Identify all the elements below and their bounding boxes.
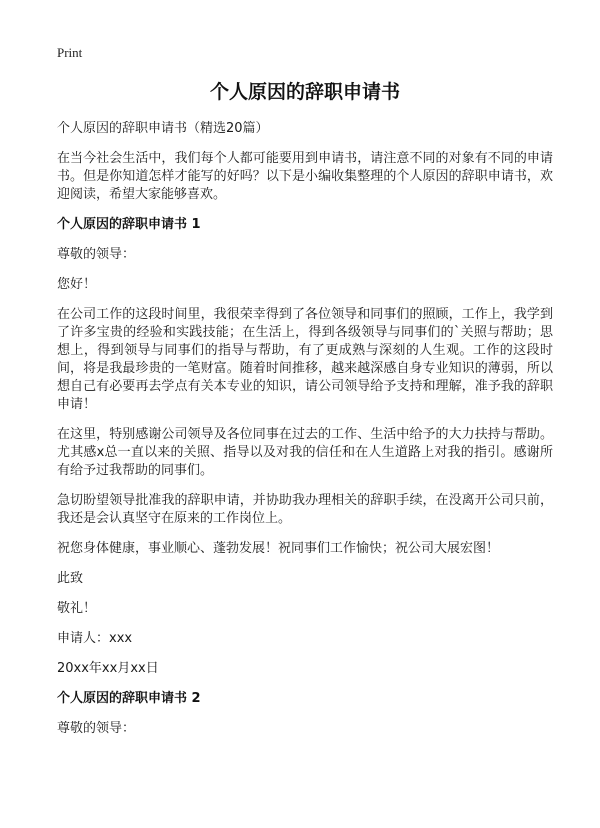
section-2-salutation: 尊敬的领导： — [57, 721, 136, 736]
section-1-greeting: 您好！ — [57, 277, 97, 292]
document-page — [57, 0, 553, 828]
document-body — [57, 120, 553, 750]
print-label: Print — [57, 45, 83, 60]
section-1-paragraph-1: 在公司工作的这段时间里，我很荣幸得到了各位领导和同事们的照顾，工作上，我学到了许多宝贵的经验和实践技能；在生活上，得到各级领导与同事们的`关照与帮助；思想上，得到领导与同事们的指导与帮助，有了更成熟与深刻的人生观。工作的这段时间，将是我最珍贵的一笔财富。随着时间推移，越来越深感自身专业知识的薄弱，所以想自己有必要再去学点有关本专业的知识，请公司领导给予支持和理解，准予我的辞职申请！ — [57, 307, 553, 412]
section-1-paragraph-3: 急切盼望领导批准我的辞职申请，并协助我办理相关的辞职手续，在没离开公司只前，我还是会认真坚守在原来的工作岗位上。 — [57, 493, 553, 526]
section-1-applicant: 申请人：xxx — [57, 631, 133, 646]
section-1-salutation: 尊敬的领导： — [57, 247, 136, 262]
section-1-wishes: 祝您身体健康，事业顺心、蓬勃发展！祝同事们工作愉快；祝公司大展宏图！ — [57, 541, 500, 556]
intro-paragraph: 在当今社会生活中，我们每个人都可能要用到申请书，请注意不同的对象有不同的申请书。但是你知道怎样才能写的好吗？以下是小编收集整理的个人原因的辞职申请书，欢迎阅读，希望大家能够喜欢。 — [57, 151, 553, 202]
document-title: 个人原因的辞职申请书 — [209, 81, 400, 103]
section-1-closing-1: 此致 — [57, 571, 84, 586]
section-1-closing-2: 敬礼！ — [57, 601, 97, 616]
section-2-heading: 个人原因的辞职申请书 2 — [57, 691, 201, 706]
section-1-date: 20xx年xx月xx日 — [57, 661, 159, 676]
section-1-heading: 个人原因的辞职申请书 1 — [57, 217, 201, 232]
section-1-paragraph-2: 在这里，特别感谢公司领导及各位同事在过去的工作、生活中给予的大力扶持与帮助。尤其感x总一直以来的关照、指导以及对我的信任和在人生道路上对我的指引。感谢所有给予过我帮助的同事们。 — [57, 427, 553, 478]
document-subtitle: 个人原因的辞职申请书（精选20篇） — [57, 121, 269, 136]
